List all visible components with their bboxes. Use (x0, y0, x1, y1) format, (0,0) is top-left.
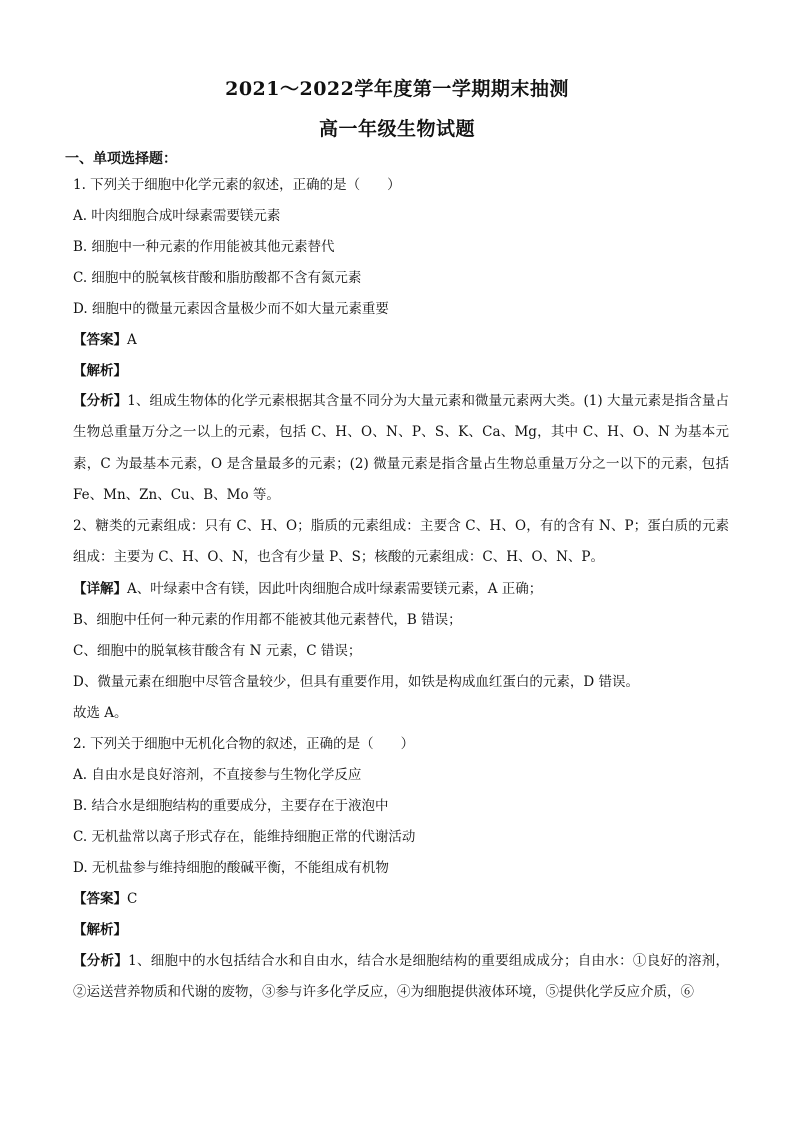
question-1-option-c: C. 细胞中的脱氧核苷酸和脂肪酸都不含有氮元素 (73, 270, 362, 286)
question-1-detail-b: B、细胞中任何一种元素的作用都不能被其他元素替代，B 错误； (73, 612, 462, 628)
question-1-conclusion: 故选 A。 (73, 705, 128, 721)
answer-tag: 【答案】 (73, 332, 127, 348)
question-2-answer (73, 890, 137, 908)
question-2-option-d: D. 无机盐参与维持细胞的酸碱平衡，不能组成有机物 (73, 860, 389, 876)
question-2-option-b: B. 结合水是细胞结构的重要成分，主要存在于液泡中 (73, 798, 389, 814)
question-1-option-a: A. 叶肉细胞合成叶绿素需要镁元素 (73, 208, 281, 224)
detail-tag: 【详解】 (73, 581, 127, 597)
analysis-tag: 【解析】 (73, 363, 127, 379)
question-2-fenxi-paragraph (73, 946, 729, 1009)
question-1-fenxi-paragraph (73, 386, 729, 511)
question-1-option-b: B. 细胞中一种元素的作用能被其他元素替代 (73, 239, 335, 255)
answer-value: A (127, 332, 137, 348)
section-heading: 一、单项选择题： (65, 151, 177, 167)
question-1-answer (73, 331, 137, 349)
question-2-analysis-tag (73, 921, 127, 939)
detail-line: A、叶绿素中含有镁，因此叶肉细胞合成叶绿素需要镁元素，A 正确； (127, 581, 543, 597)
question-2-option-a: A. 自由水是良好溶剂，不直接参与生物化学反应 (73, 767, 362, 783)
answer-tag: 【答案】 (73, 891, 127, 907)
question-1-detail-a (73, 580, 542, 598)
document-title: 2021～2022学年度第一学期期末抽测 (225, 78, 569, 100)
fenxi-text: 1、细胞中的水包括结合水和自由水，结合水是细胞结构的重要组成成分；自由水：①良好的溶剂，②运送营养物质和代谢的废物，③参与许多化学反应，④为细胞提供液体环境，⑤提供化学反应介质，⑥ (73, 953, 730, 1001)
question-1-option-d: D. 细胞中的微量元素因含量极少而不如大量元素重要 (73, 301, 389, 317)
question-1-analysis-tag (73, 362, 127, 380)
answer-value: C (127, 891, 138, 907)
question-1-detail-d: D、微量元素在细胞中尽管含量较少，但具有重要作用，如铁是构成血红蛋白的元素，D 错误。 (73, 674, 639, 690)
fenxi-text: 1、组成生物体的化学元素根据其含量不同分为大量元素和微量元素两大类。(1) 大量元素是指含量占生物总重量万分之一以上的元素，包括 C、H、O、N、P、S、K、Ca、Mg，其中 C、H、O、N 为基本元素，C 为最基本元素，O 是含量最多的元素；(2) 微量元素是指含量占生物总重量万分之一以下的元素，包括 Fe、Mn、Zn、Cu、B、Mo 等。 (73, 393, 729, 503)
question-1-fenxi-paragraph-2: 2、糖类的元素组成：只有 C、H、O；脂质的元素组成：主要含 C、H、O，有的含有 N、P；蛋白质的元素组成：主要为 C、H、O、N，也含有少量 P、S；核酸的元素组成：C、H、O、N、P。 (73, 518, 729, 566)
analysis-tag: 【解析】 (73, 922, 127, 938)
fenxi-tag: 【分析】 (73, 393, 128, 409)
question-1-stem: 1. 下列关于细胞中化学元素的叙述，正确的是（ ） (73, 177, 401, 193)
question-1-detail-c: C、细胞中的脱氧核苷酸含有 N 元素，C 错误； (73, 643, 362, 659)
document-subtitle: 高一年级生物试题 (318, 118, 475, 140)
question-2-option-c: C. 无机盐常以离子形式存在，能维持细胞正常的代谢活动 (73, 829, 416, 845)
question-2-stem: 2. 下列关于细胞中无机化合物的叙述，正确的是（ ） (73, 736, 415, 752)
fenxi-tag: 【分析】 (73, 953, 129, 969)
